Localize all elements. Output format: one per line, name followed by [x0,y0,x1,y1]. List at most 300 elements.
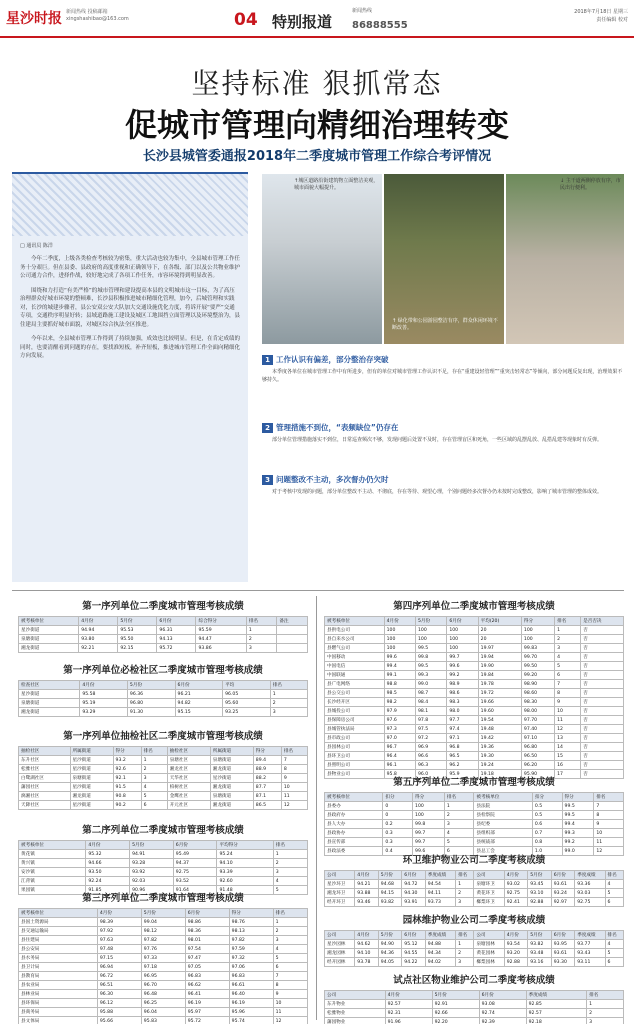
column-header: 备注 [277,617,308,626]
table-cell: 98.39 [97,918,141,927]
table-cell: 99.83 [521,644,554,653]
column-header: 排名 [605,871,623,880]
column-header: 抽检社区 [19,747,71,756]
table-cell: 96.9 [415,743,446,752]
headline-subtitle: 长沙县城管委通报2018年二季度城市管理工作综合考评情况 [142,149,492,164]
table-cell: 县交通运输局 [19,927,98,936]
table-cell: 3 [246,644,277,653]
table-cell: 柏树社区 [167,783,210,792]
table-block-2 [18,662,308,717]
table-cell: 19.60 [478,707,521,716]
table-cell: 6 [605,958,623,967]
table-title: 园林维护物业公司二季度考核成绩 [402,915,546,926]
column-header: 排名 [587,991,624,1000]
table-cell: 93.2 [113,756,141,765]
column-header: 6月份 [175,681,223,690]
table-cell: 11 [273,1008,307,1017]
table-cell: 3 [587,1018,624,1024]
table-cell: 县燃气公司 [325,644,385,653]
table-cell: 93.54 [504,940,528,949]
table-cell: 19.78 [478,680,521,689]
table-cell: 93.86 [196,644,246,653]
table-cell: 5 [273,886,307,895]
column-header: 得分 [113,747,141,756]
table-cell: 97.0 [384,734,415,743]
table-cell: 99.5 [415,662,446,671]
table-cell: 92.97 [551,898,575,907]
column-header: 得分 [521,617,554,626]
table-cell: 县公安局 [19,945,98,954]
table-row [325,820,624,829]
header-right [478,8,628,24]
logo-subtext: 新闻热线 投稿邮箱 xingshashibao@163.com [66,9,129,22]
table-cell: 97.59 [229,945,273,954]
table-cell: 97.10 [521,734,554,743]
table-cell: 99.4 [384,662,415,671]
table-cell: 县自来水公司 [325,635,385,644]
column-header: 排名 [273,909,307,918]
table-cell: 湘龙街道 [210,801,253,810]
table-cell: 否 [581,653,624,662]
table-row [19,877,308,886]
table-cell: 94.91 [130,850,174,859]
table-cell: 97.82 [141,936,185,945]
table-cell: 100 [447,644,478,653]
table-cell: 19.94 [478,653,521,662]
table-cell: 94.66 [86,859,130,868]
table-cell: 93.30 [551,958,575,967]
table-cell: 县组织部 [474,829,532,838]
column-header: 4月份 [97,909,141,918]
table-cell: 19.48 [478,725,521,734]
table-cell: 否 [581,635,624,644]
table-cell: 100 [415,626,446,635]
table-cell: 92.88 [504,958,528,967]
column-header: 6月份 [551,931,575,940]
table-row [19,972,308,981]
table-cell: 99.5 [562,811,594,820]
table-cell: 97.33 [141,954,185,963]
table-cell: 黄花镇 [19,850,86,859]
table-cell: 92.1 [113,774,141,783]
table-cell: 11 [281,792,307,801]
table-cell: 94.37 [173,859,217,868]
column-header: 5月份 [415,617,446,626]
table-cell: 15 [555,752,581,761]
table-cell: 94.90 [378,940,402,949]
table-cell: 东升物业 [325,1000,386,1009]
table-cell: 94.34 [425,949,455,958]
byline: □ 通讯员 陈洋 [20,243,53,249]
table-cell: 97.92 [97,927,141,936]
table-cell: 96.72 [97,972,141,981]
table-cell: 湘龙街道 [70,792,113,801]
score-table [18,680,308,717]
table-cell: 安沙镇 [19,868,86,877]
table-cell: 97.3 [384,725,415,734]
table-cell: 19.72 [478,689,521,698]
table-cell: 泉塘街道 [19,699,80,708]
table-cell: 5 [141,792,167,801]
table-cell: 1 [141,756,167,765]
table-cell: 94.68 [378,880,402,889]
table-cell: 1 [587,1000,624,1009]
table-cell: 19.36 [478,743,521,752]
table-cell: 星沙园林 [325,940,355,949]
table-cell: 14 [555,743,581,752]
table-cell: 2 [555,635,581,644]
section-heading-1: 1 工作认识有偏差，部分整治存突破 [262,354,389,365]
column-header: 5月份 [432,991,479,1000]
table-cell: 9 [555,698,581,707]
table-cell: 92.6 [113,765,141,774]
table-cell: 99.6 [413,847,445,856]
table-cell: 99.5 [562,802,594,811]
table-header-row [19,617,308,626]
table-cell: 92.74 [479,1009,526,1018]
table-cell: 100 [447,635,478,644]
column-header: 排名 [246,617,277,626]
table-cell: 93.73 [425,898,455,907]
column-header: 公司 [474,931,504,940]
table-cell: 17 [555,770,581,779]
table-cell: 99.2 [562,838,594,847]
table-cell: 10 [555,707,581,716]
table-cell: 93.10 [528,889,552,898]
table-cell: 94.02 [425,958,455,967]
column-header: 被考核单位 [325,617,385,626]
photo-caption-3: ↓ 主干道两侧停放有序，市民出行便利。 [560,178,621,191]
table-cell: 91.64 [173,886,217,895]
table-cell: 92.24 [86,877,130,886]
table-cell: 92.03 [130,877,174,886]
table-cell: 91.48 [217,886,273,895]
table-header-row [19,909,308,918]
table-cell: 93.25 [223,708,271,717]
table-cell: 99.8 [415,653,446,662]
table-cell: 97.70 [521,716,554,725]
table-cell: 95.83 [141,1017,185,1024]
table-cell: 县政法委 [325,847,383,856]
table-cell: 19.97 [478,644,521,653]
column-header: 扣分 [532,793,562,802]
table-cell: 96.70 [141,981,185,990]
table-cell: 97.05 [185,963,229,972]
table-cell: 98.60 [521,689,554,698]
table-cell: 9 [594,820,624,829]
table-header-row [19,841,308,850]
column-header: 综合得分 [196,617,246,626]
table-cell: 0.7 [532,829,562,838]
table-cell: 99.8 [413,820,445,829]
table-cell: 96.0 [415,770,446,779]
editors-line: 责任编辑 校对 [596,17,628,23]
table-title: 第三序列单位二季度城市管理考核成绩 [82,893,244,904]
table-cell: 否 [581,770,624,779]
table-cell: 93.28 [130,859,174,868]
table-cell: 0.3 [383,838,413,847]
table-cell: 97.2 [415,734,446,743]
table-cell: 90.2 [113,801,141,810]
table-cell: 96.31 [157,626,196,635]
column-header: 排名 [594,793,624,802]
column-header: 排名 [456,931,474,940]
table-cell: 12 [555,725,581,734]
table-cell: 湘龙街道 [210,765,253,774]
table-block-10 [324,972,624,1024]
column-header: 平均 [223,681,271,690]
table-cell: 0.6 [532,820,562,829]
column-header: 4月份 [355,871,379,880]
table-cell: 94.62 [355,940,379,949]
table-cell: 10 [281,783,307,792]
table-cell: 96.25 [141,999,185,1008]
table-cell: 黄花园林 [474,949,504,958]
table-cell: 98.36 [185,927,229,936]
table-cell: 星沙街道 [210,774,253,783]
column-header: 排名 [270,681,307,690]
table-cell: 2 [246,635,277,644]
table-cell: 6 [141,801,167,810]
table-cell: 91.30 [127,708,175,717]
table-cell: 天降社区 [19,801,71,810]
table-cell: 否 [581,689,624,698]
table-cell: 91.85 [86,886,130,895]
table-cell: 96.8 [447,743,478,752]
table-cell: 100 [447,626,478,635]
table-cell: 县政府办 [325,811,383,820]
table-cell: 97.54 [185,945,229,954]
table-cell: 19.66 [478,698,521,707]
table-cell: 94.11 [425,889,455,898]
column-header: 4月份 [80,681,128,690]
table-cell: 97.15 [97,954,141,963]
table-cell: 93.39 [217,868,273,877]
column-header: 平均得分 [217,841,273,850]
column-header: 公司 [325,871,355,880]
table-row [325,671,624,680]
table-cell: 95.19 [80,699,128,708]
table-cell: 县城管执法局 [325,725,385,734]
table-cell: 95.24 [217,850,273,859]
table-cell: 87.1 [253,792,281,801]
table-cell: 县政协办 [325,829,383,838]
table-cell: 榔梨环卫 [474,898,504,907]
table-cell: 97.63 [97,936,141,945]
table-cell: 县教育局 [19,972,98,981]
table-cell: 93.77 [575,940,605,949]
table-row [325,1009,624,1018]
table-header-row [19,747,308,756]
table-cell: 星沙街道 [70,765,113,774]
table-cell: 96.7 [384,743,415,752]
table-cell: 88.9 [253,765,281,774]
section-name: 特别报道 [272,13,333,31]
table-row [325,949,624,958]
table-cell: 98.76 [229,918,273,927]
table-cell: 95.15 [175,708,223,717]
table-row [325,880,624,889]
table-cell: 95.72 [157,644,196,653]
table-row [325,838,624,847]
table-block-3 [18,728,308,810]
table-row [19,1008,308,1017]
section-body-3: 对于考核中发现的问题，部分单位整改不主动、不彻底，存在等待、观望心理，个别问题经多次督办仍未按时完成整改，影响了城市管理的整体成效。 [272,489,603,495]
table-cell: 12 [594,847,624,856]
table-cell: 98.4 [415,698,446,707]
table-row [19,850,308,859]
table-cell: 6 [273,963,307,972]
table-cell: 黄花环卫 [474,889,504,898]
table-cell: 县总工会 [474,847,532,856]
table-cell: 99.6 [384,653,415,662]
table-header-row [325,931,624,940]
table-cell: 东升社区 [19,756,71,765]
column-header: 平均(20) [478,617,521,626]
table-cell: 否 [581,698,624,707]
table-cell: 湘龙园林 [325,949,355,958]
column-header: 排名 [141,747,167,756]
table-cell: 96.4 [384,752,415,761]
column-header: 扣分 [383,793,413,802]
table-cell: 县公交公司 [325,689,385,698]
table-cell: 97.82 [229,936,273,945]
table-cell: 20 [478,635,521,644]
table-block-4 [18,822,308,895]
table-cell: 97.1 [447,734,478,743]
table-cell: 县人大办 [325,820,383,829]
table-cell: 96.36 [127,690,175,699]
column-header: 季度成绩 [575,931,605,940]
table-cell: 4 [605,880,623,889]
column-header: 6月份 [447,617,478,626]
table-cell: 县保障房公司 [325,716,385,725]
table-cell: 白鹭湖社区 [19,774,71,783]
table-cell: 11 [555,716,581,725]
table-row [19,801,308,810]
table-cell: 93.80 [79,635,118,644]
table-cell: 94.94 [79,626,118,635]
column-header: 5月份 [141,909,185,918]
column-divider [316,596,317,1020]
table-cell: 95.96 [229,1008,273,1017]
table-cell: 97.9 [384,707,415,716]
table-cell: 94.10 [355,949,379,958]
table-title: 第一序列单位抽检社区二季度城市管理考核成绩 [63,731,263,742]
score-table [18,840,308,895]
table-row [19,699,308,708]
table-cell: 89.4 [253,756,281,765]
table-cell: 99.20 [521,671,554,680]
table-cell: 99.7 [447,653,478,662]
table-cell: 100 [413,802,445,811]
column-header: 4月份 [86,841,130,850]
table-block-5 [18,890,308,1024]
table-cell: 2 [270,699,307,708]
table-cell: 3 [273,936,307,945]
table-cell: 6 [605,898,623,907]
table-row [19,927,308,936]
table-cell: 99.3 [562,829,594,838]
table-cell: 经开环卫 [325,898,355,907]
table-cell: 94.54 [425,880,455,889]
table-cell: 县宣传部 [325,838,383,847]
column-header: 5月份 [528,931,552,940]
table-cell: 中国电信 [325,662,385,671]
table-cell: 95.50 [118,635,157,644]
table-row [19,644,308,653]
table-cell: 县统战部 [474,838,532,847]
table-title: 第一序列单位二季度城市管理考核成绩 [82,601,244,612]
table-cell: 98.3 [447,698,478,707]
decorative-pattern [12,174,248,236]
table-cell: 98.00 [521,707,554,716]
table-header-row [325,991,624,1000]
table-cell: 93.78 [355,958,379,967]
table-cell: 99.0 [415,680,446,689]
table-cell: 90.96 [130,886,174,895]
table-cell: 1 [273,850,307,859]
table-cell: 93.03 [575,889,605,898]
column-header: 5月份 [118,617,157,626]
table-cell: 96.94 [97,963,141,972]
column-header: 季度成绩 [575,871,605,880]
section-heading-2: 2 管理措施不到位，“表频缺位”仍存在 [262,422,398,433]
table-header-row [19,681,308,690]
table-cell: 星沙街道 [70,783,113,792]
table-row [19,859,308,868]
column-header: 是否否决 [581,617,624,626]
table-cell: 县环卫公司 [325,752,385,761]
table-cell: 93.45 [528,880,552,889]
table-cell: 13 [555,734,581,743]
table-cell [277,635,308,644]
table-cell: 7 [555,680,581,689]
table-cell: 3 [273,868,307,877]
table-cell: 果园镇 [19,886,86,895]
table-cell: 黄兴镇 [19,859,86,868]
table-cell: 96.20 [521,761,554,770]
column-header: 排名 [456,871,474,880]
table-cell: 94.13 [157,635,196,644]
table-cell: 8 [555,689,581,698]
table-cell: 8 [273,981,307,990]
table-cell: 97.32 [229,954,273,963]
column-header: 4月份 [355,931,379,940]
table-cell: 1 [456,880,474,889]
table-cell: 98.86 [185,918,229,927]
table-cell: 93.61 [551,949,575,958]
table-cell: 99.04 [141,918,185,927]
table-row [325,635,624,644]
table-cell: 19.18 [478,770,521,779]
table-cell: 县文体局 [19,1017,98,1024]
column-header: 所属街道 [210,747,253,756]
table-cell: 97.06 [229,963,273,972]
table-cell: 否 [581,734,624,743]
table-cell: 93.92 [130,868,174,877]
table-cell: 98.90 [521,680,554,689]
table-cell: 4 [141,783,167,792]
table-cell: 县卫计局 [19,963,98,972]
table-cell: 96.50 [521,752,554,761]
table-cell: 0.2 [383,820,413,829]
column-header: 被考核单位 [474,793,532,802]
table-cell: 98.30 [521,698,554,707]
table-cell: 5 [444,838,474,847]
table-cell: 100 [521,626,554,635]
table-cell: 96.1 [384,761,415,770]
